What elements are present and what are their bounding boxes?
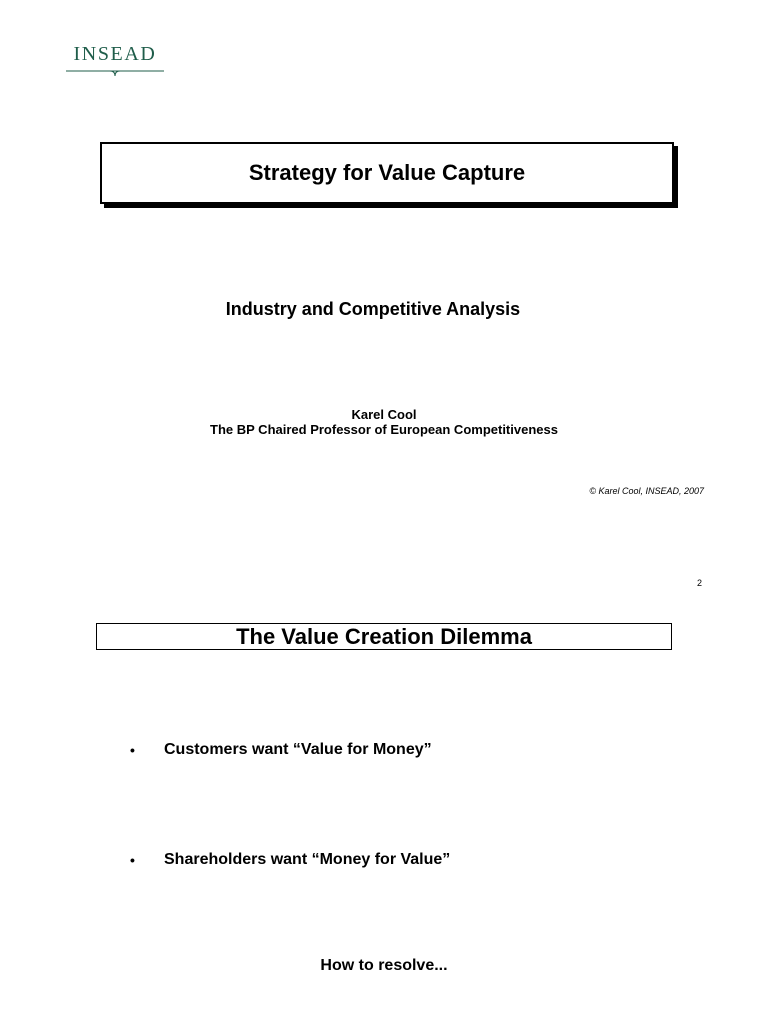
copyright-notice: © Karel Cool, INSEAD, 2007 <box>589 486 704 496</box>
cover-title-box <box>100 142 674 204</box>
bullet-text: Customers want “Value for Money” <box>164 741 432 758</box>
page-number: 2 <box>696 578 702 588</box>
bullet-icon: • <box>130 852 135 868</box>
bullet-item <box>130 742 135 760</box>
logo-underline-icon <box>66 67 164 79</box>
closing-question: How to resolve... <box>320 957 448 974</box>
cover-title: Strategy for Value Capture <box>248 160 526 185</box>
author-block <box>0 407 768 437</box>
insead-logo <box>66 43 164 79</box>
author-name: Karel Cool <box>351 407 417 422</box>
author-title: The BP Chaired Professor of European Competitiveness <box>210 422 558 437</box>
cover-subtitle: Industry and Competitive Analysis <box>225 299 521 319</box>
slide-title: The Value Creation Dilemma <box>236 623 532 649</box>
slide-title-box <box>96 623 672 650</box>
bullet-text: Shareholders want “Money for Value” <box>164 851 451 868</box>
bullet-icon: • <box>130 742 135 758</box>
bullet-item <box>130 852 135 870</box>
logo-text: INSEAD <box>73 43 157 65</box>
